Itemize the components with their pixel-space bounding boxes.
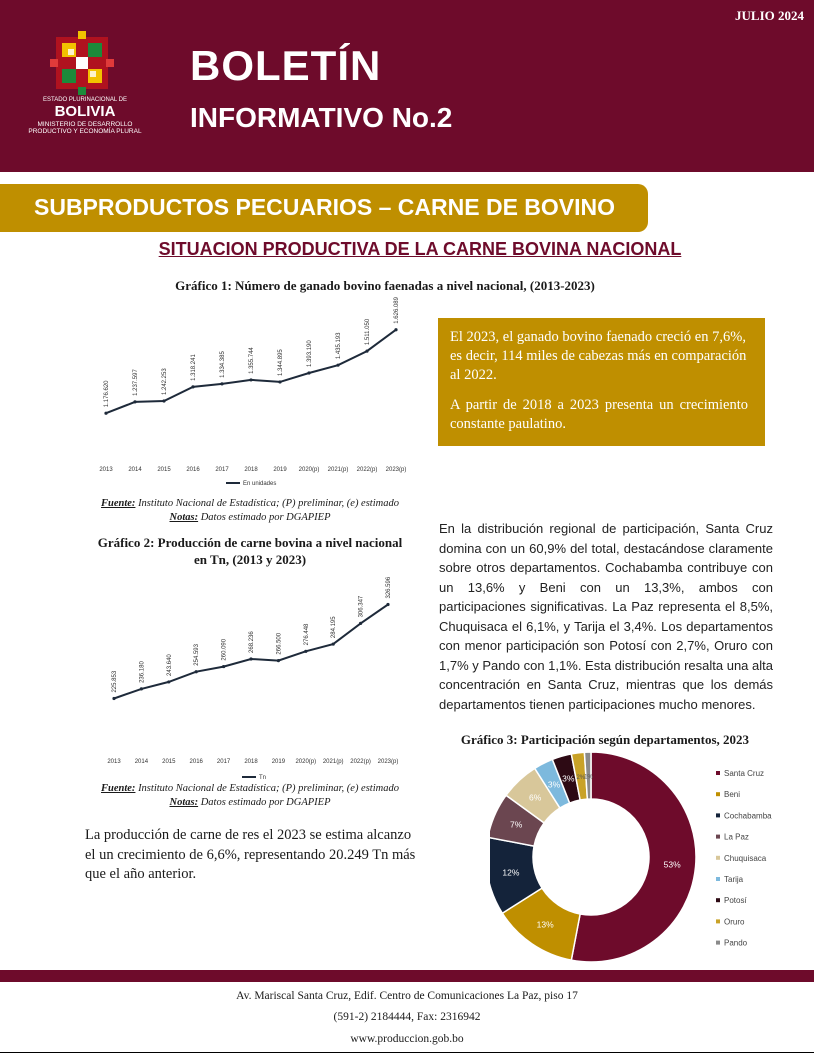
chart1-data-label: 1.511.050	[365, 318, 371, 346]
chart3-data-label: 2%	[576, 775, 586, 782]
chart2-category-label: 2019	[271, 759, 286, 765]
chart3-legend-swatch	[716, 813, 720, 817]
chart3-legend-label: Cochabamba	[724, 811, 772, 821]
chart1-data-label: 1.626.089	[394, 297, 400, 324]
chart2-point	[140, 687, 143, 690]
chart1-data-label: 1.176.620	[104, 380, 110, 408]
chart1-point	[307, 371, 310, 374]
chart1-source-text: Instituto Nacional de Estadística; (P) preliminar, (e) estimado	[135, 498, 399, 509]
chart1-category-label: 2015	[157, 467, 171, 473]
chart2-note-label: Notas:	[169, 797, 199, 808]
chart1-data-label: 1.237.597	[133, 369, 139, 396]
logo-ministry-text	[22, 121, 148, 135]
chart3-legend-label: Oruro	[724, 917, 745, 927]
distribution-paragraph: En la distribución regional de participación, Santa Cruz domina con un 60,9% del total, destacándose claramente sobre otros departamentos. Cochabamba contribuye con un 13,6% y Beni con un 13,3%, ambos con participaciones significativas. La Paz representa el 8,5%, Chuquisaca el 6,1%, y Tarija el 3,4%. Los departamentos con menor participación son Potosí con 2,7%, Oruro con 1,7% y Pando con 1,1%. Esta distribución resalta una alta concentración en Santa Cruz, mientras que los demás departamentos tienen participaciones mucho menores.	[439, 521, 773, 712]
chart2-point	[112, 697, 115, 700]
chart3-legend-swatch	[716, 792, 720, 796]
chart2-point	[359, 622, 362, 625]
chart1-data-label: 1.435.193	[336, 332, 342, 360]
chart1-point	[249, 378, 252, 381]
chart2-data-label: 306.347	[358, 595, 365, 618]
footer-address: Av. Mariscal Santa Cruz, Edif. Centro de Comunicaciones La Paz, piso 17	[236, 990, 578, 1002]
chart2-point	[195, 670, 198, 673]
chart2-category-label: 2013	[107, 759, 121, 765]
chart3-data-label: 3%	[562, 773, 575, 784]
chart3-legend-label: Chuquisaca	[724, 853, 767, 863]
chart3-legend-label: Potosí	[724, 896, 747, 906]
chart2-source	[60, 783, 440, 794]
chart1-title: Gráfico 1: Número de ganado bovino faenadas a nivel nacional, (2013-2023)	[175, 278, 595, 293]
chart1-note-text: Datos estimado por DGAPIEP	[198, 512, 331, 523]
chart2-data-label: 276.448	[303, 623, 310, 646]
chart3-legend-label: Santa Cruz	[724, 769, 765, 778]
chart3-legend-label: Beni	[724, 790, 741, 800]
chart2-point	[249, 657, 252, 660]
logo-country-text: BOLIVIA	[54, 103, 116, 120]
chart1-point	[162, 399, 165, 402]
footer-phone: (591-2) 2184444, Fax: 2316942	[333, 1011, 481, 1023]
chart3-data-label: 3%	[547, 779, 561, 790]
chart3-legend-swatch	[716, 919, 720, 923]
coat-of-arms-icon	[20, 30, 145, 100]
chart1-category-label: 2020(p)	[298, 467, 320, 473]
chart1-point	[220, 382, 223, 385]
chart2-note-text: Datos estimado por DGAPIEP	[198, 797, 331, 808]
chart2-point	[167, 680, 170, 683]
chart1-point	[133, 400, 136, 403]
chart2-point	[222, 665, 225, 668]
chart1-source-label: Fuente:	[101, 498, 136, 509]
chart1-data-label: 1.393.190	[307, 340, 313, 367]
footer-divider	[0, 1052, 814, 1053]
chart3-data-label: 12%	[502, 867, 520, 878]
bulletin-title: BOLETÍN	[190, 42, 382, 89]
chart3-legend-swatch	[716, 877, 720, 881]
chart1-category-label: 2018	[244, 467, 258, 473]
chart2-data-label: 225.853	[112, 670, 118, 693]
chart1-category-label: 2014	[128, 467, 142, 473]
chart2-category-label: 2016	[189, 759, 203, 765]
chart2-data-label: 326.596	[386, 576, 392, 599]
chart3-legend-label: Tarija	[724, 875, 744, 884]
chart2-data-label: 254.593	[194, 644, 201, 666]
chart1-point	[365, 349, 368, 352]
bulletin-date: JULIO 2024	[735, 8, 804, 23]
chart3-legend-swatch	[716, 771, 720, 775]
chart1-data-label: 1.318.241	[191, 354, 197, 381]
chart1-category-label: 2013	[99, 467, 113, 473]
chart3-legend-swatch	[716, 941, 720, 945]
chart1-data-label: 1.344.895	[278, 349, 284, 376]
chart2-category-label: 2020(p)	[295, 759, 317, 765]
chart1-data-label: 1.334.385	[220, 351, 226, 378]
callout-paragraph-1: El 2023, el ganado bovino faenado creció en 7,6%, es decir, 114 miles de cabezas más en comparación al 2022.	[450, 329, 747, 383]
chart2-title: Gráfico 2: Producción de carne bovina a nivel nacional en Tn, (2013 y 2023)	[97, 535, 403, 567]
chart3-legend-label: La Paz	[724, 832, 749, 842]
chart1-data-label: 1.242.253	[162, 368, 168, 396]
chart1-note	[60, 512, 440, 523]
chart1-category-label: 2016	[186, 467, 200, 473]
chart3-data-label: 13%	[536, 919, 554, 930]
chart2-note	[60, 797, 440, 808]
chart2-category-label: 2023(p)	[377, 759, 399, 765]
chart1-note-label: Notas:	[169, 512, 199, 523]
chart3-data-label: 7%	[510, 819, 523, 830]
chart2-point	[277, 659, 280, 662]
chart2-data-label: 236.180	[139, 661, 146, 683]
footer-website: www.produccion.gob.bo	[350, 1033, 464, 1045]
chart2-legend-label: Tn	[259, 775, 267, 781]
chart3-donut-chart	[490, 752, 800, 966]
chart2-category-label: 2018	[244, 759, 258, 765]
callout-paragraph-2: A partir de 2018 a 2023 presenta un crecimiento constante paulatino.	[450, 397, 748, 432]
chart2-category-label: 2021(p)	[322, 759, 344, 765]
chart2-data-label: 260.090	[221, 638, 228, 661]
chart1-point	[104, 412, 107, 415]
chart2-category-label: 2017	[216, 759, 231, 765]
chart2-source-label: Fuente:	[101, 783, 136, 794]
logo-ministry-line1: MINISTERIO DE DESARROLLO	[37, 121, 133, 128]
chart2-point	[304, 650, 307, 653]
chart1-point	[278, 380, 281, 383]
chart2-source-text: Instituto Nacional de Estadística; (P) preliminar, (e) estimado	[135, 783, 399, 794]
chart1-point	[191, 385, 194, 388]
subsection-title: SITUACION PRODUCTIVA DE LA CARNE BOVINA NACIONAL	[158, 239, 682, 259]
chart1-category-label: 2023(p)	[385, 467, 407, 473]
chart2-data-label: 268.236	[249, 631, 255, 653]
bulletin-subtitle: INFORMATIVO No.2	[190, 102, 453, 133]
chart2-data-label: 266.500	[276, 632, 283, 655]
chart1-point	[336, 364, 339, 367]
chart1-category-label: 2019	[273, 467, 287, 473]
chart1-line-chart	[80, 296, 430, 492]
chart3-data-label: 1%	[584, 774, 593, 781]
chart1-data-label: 1.355.744	[249, 347, 255, 374]
chart1-source	[60, 498, 440, 509]
chart3-legend-label: Pando	[724, 938, 748, 948]
chart2-category-label: 2015	[162, 759, 176, 765]
production-paragraph: La producción de carne de res el 2023 se estima alcanzo el un crecimiento de 6,6%, representando 20.249 Tn más que el año anterior.	[85, 827, 416, 882]
chart3-data-label: 53%	[663, 859, 681, 870]
chart2-category-label: 2022(p)	[350, 759, 371, 765]
chart2-data-label: 243.640	[166, 654, 173, 676]
chart2-point	[386, 603, 389, 606]
logo-state-text: ESTADO PLURINACIONAL DE	[42, 97, 128, 103]
chart3-legend-swatch	[716, 835, 720, 839]
chart3-title: Gráfico 3: Participación según departamentos, 2023	[460, 732, 750, 747]
chart2-point	[332, 642, 335, 645]
chart2-data-label: 284.195	[331, 616, 338, 639]
chart1-category-label: 2021(p)	[327, 467, 349, 473]
footer-bar	[0, 970, 814, 982]
chart3-data-label: 6%	[529, 792, 542, 803]
chart1-category-label: 2022(p)	[356, 467, 378, 473]
chart1-category-label: 2017	[215, 467, 229, 473]
logo-ministry-line2: PRODUCTIVO Y ECONOMÍA PLURAL	[28, 128, 142, 135]
chart3-legend-swatch	[716, 856, 720, 860]
chart2-line-chart	[80, 572, 430, 784]
chart2-category-label: 2014	[134, 759, 149, 765]
chart1-legend-label: En unidades	[243, 481, 277, 487]
section-title: SUBPRODUCTOS PECUARIOS – CARNE DE BOVINO	[34, 194, 616, 220]
chart3-legend-swatch	[716, 898, 720, 902]
chart1-point	[394, 328, 397, 331]
